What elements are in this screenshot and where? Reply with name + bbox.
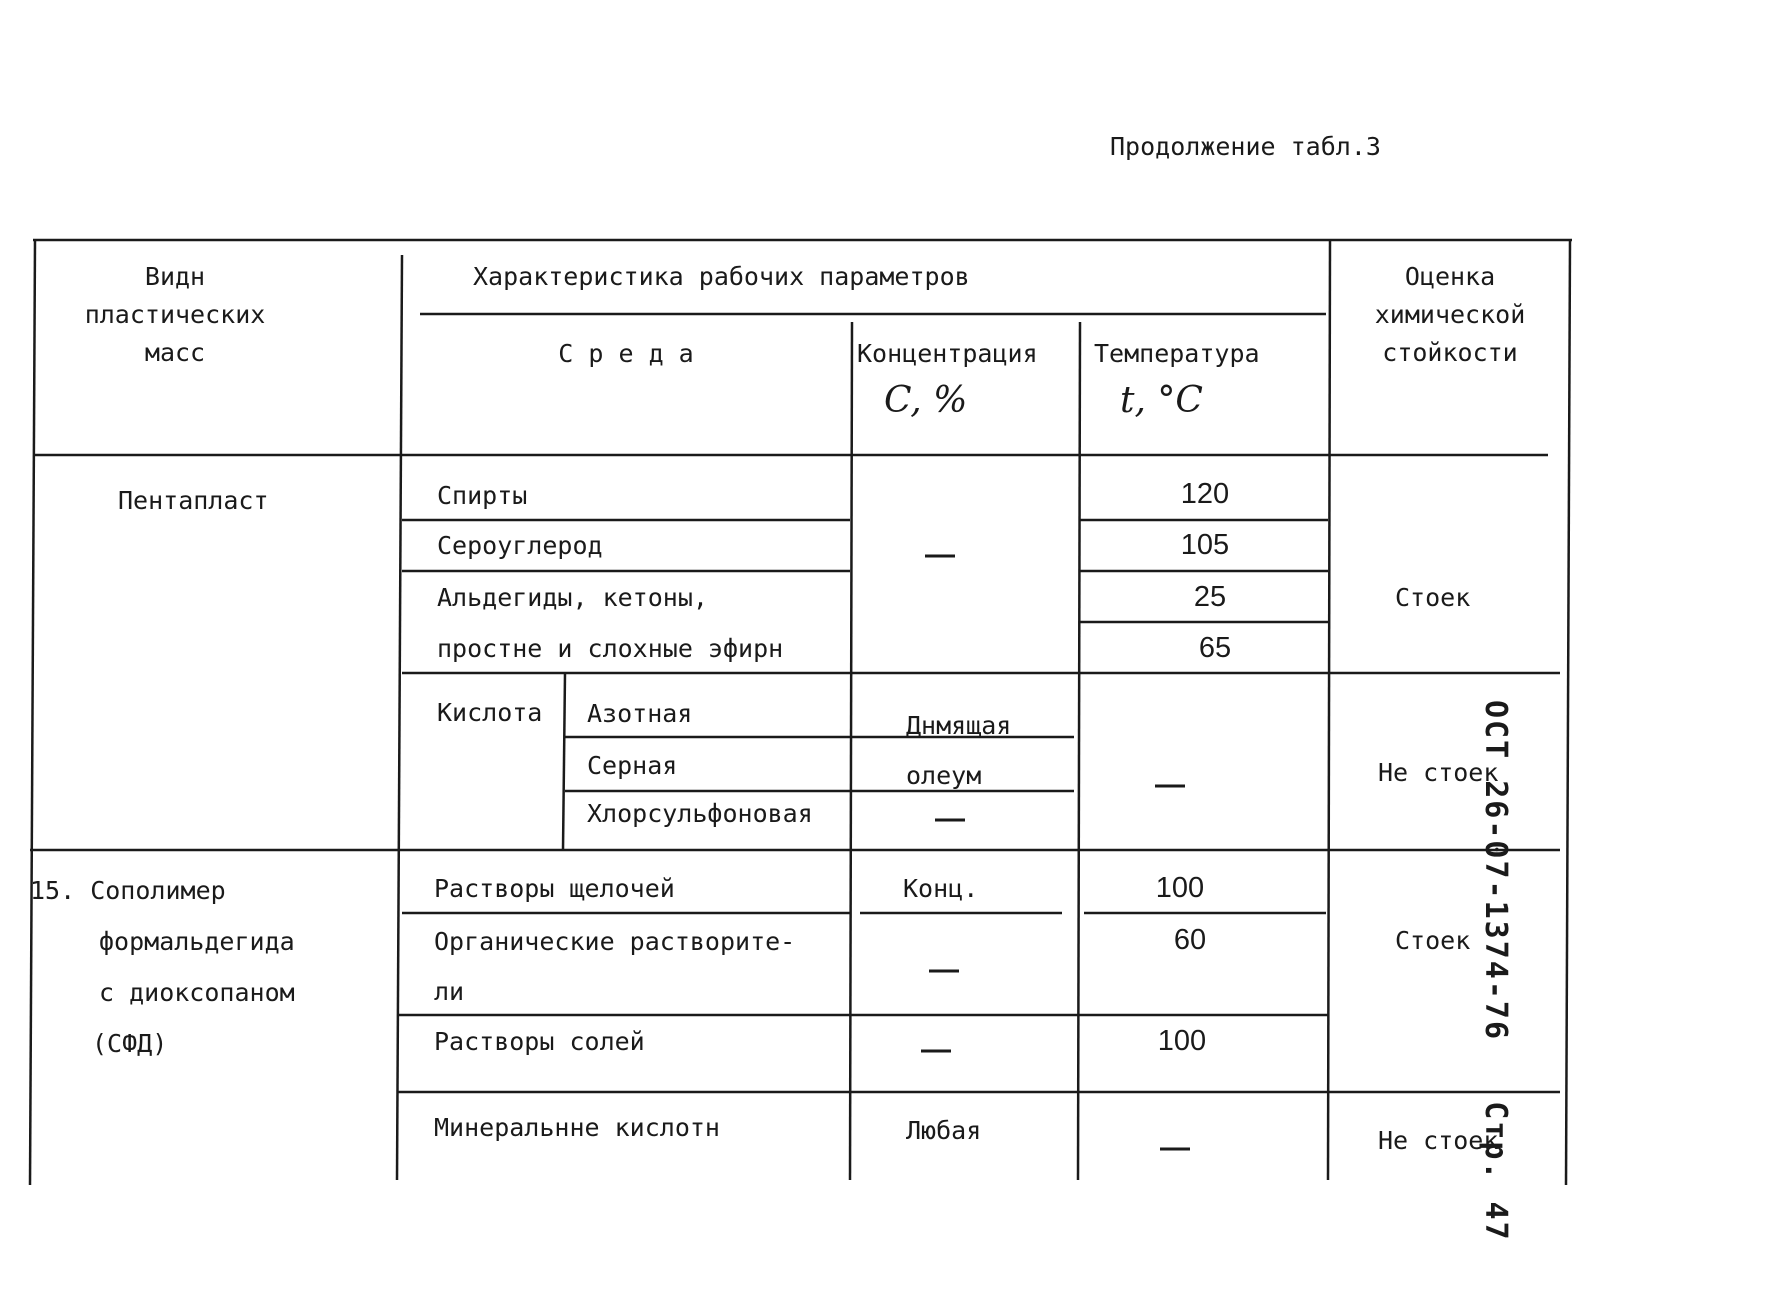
temperature-cell: — — [1160, 1131, 1190, 1164]
header-concentration-unit: C, % — [884, 380, 968, 421]
concentration-cell: — — [935, 802, 965, 835]
resistance-cell: Стоек — [1395, 926, 1471, 955]
temperature-cell: — — [1155, 768, 1185, 801]
temperature-cell: 65 — [1198, 632, 1232, 664]
header-type-line3: масс — [144, 338, 206, 367]
material-pentaplast: Пентапласт — [118, 486, 269, 515]
header-type-line1: Видн — [144, 262, 206, 291]
medium-cell: ли — [434, 977, 465, 1006]
material-sfd-line1: 15. Сополимер — [30, 876, 226, 905]
medium-cell: Растворы солей — [434, 1027, 645, 1056]
concentration-cell: — — [929, 953, 959, 986]
acid-name: Серная — [587, 751, 678, 780]
continuation-caption: Продолжение табл.3 — [1110, 132, 1381, 161]
concentration-cell: Днмящая — [906, 711, 1012, 740]
document-side-code — [1478, 700, 1513, 1242]
resistance-cell: Не стоек — [1378, 1126, 1499, 1155]
concentration-cell: Любая — [906, 1116, 982, 1145]
temperature-cell: 60 — [1173, 924, 1207, 956]
header-resistance-line1: Оценка — [1404, 262, 1496, 291]
temperature-cell: 105 — [1180, 529, 1230, 561]
header-concentration: Концентрация — [857, 339, 1038, 368]
temperature-cell: 25 — [1193, 581, 1227, 613]
header-params-title: Характеристика рабочих параметров — [473, 262, 970, 291]
material-sfd-line3: с диоксопаном — [99, 978, 295, 1007]
concentration-cell: — — [921, 1033, 951, 1066]
standard-code: ОСТ 26-07-1374-76 — [1478, 700, 1513, 1042]
acid-name: Хлорсульфоновая — [587, 799, 813, 828]
medium-cell: Органические растворите- — [434, 927, 796, 956]
concentration-cell: Конц. — [903, 874, 979, 903]
acid-name: Азотная — [587, 699, 693, 728]
concentration-cell: олеум — [906, 761, 982, 790]
header-temperature-unit: t, °C — [1120, 380, 1203, 421]
header-resistance-line2: химической — [1374, 300, 1526, 329]
medium-cell: Растворы щелочей — [434, 874, 675, 903]
temperature-cell: 100 — [1155, 872, 1205, 904]
temperature-cell: 100 — [1157, 1025, 1207, 1057]
resistance-cell: Не стоек — [1378, 758, 1499, 787]
acid-label: Кислота — [437, 698, 543, 727]
page-number: Стр. 47 — [1478, 1101, 1513, 1242]
header-type-line2: пластических — [84, 300, 266, 329]
concentration-cell: — — [925, 538, 955, 571]
header-resistance-line3: стойкости — [1382, 338, 1518, 367]
resistance-cell: Стоек — [1395, 583, 1471, 612]
medium-cell: Спирты — [437, 481, 528, 510]
header-temperature: Температура — [1094, 339, 1260, 368]
medium-cell: Минеральнне кислотн — [434, 1113, 720, 1142]
material-sfd-line4: (СФД) — [92, 1029, 168, 1058]
medium-cell: Альдегиды, кетоны, — [437, 583, 708, 612]
header-medium: С р е д а — [558, 339, 694, 368]
material-sfd-line2: формальдегида — [99, 927, 295, 956]
temperature-cell: 120 — [1180, 478, 1230, 510]
medium-cell: Сероуглерод — [437, 531, 603, 560]
medium-cell: простне и слохные эфирн — [437, 634, 784, 663]
